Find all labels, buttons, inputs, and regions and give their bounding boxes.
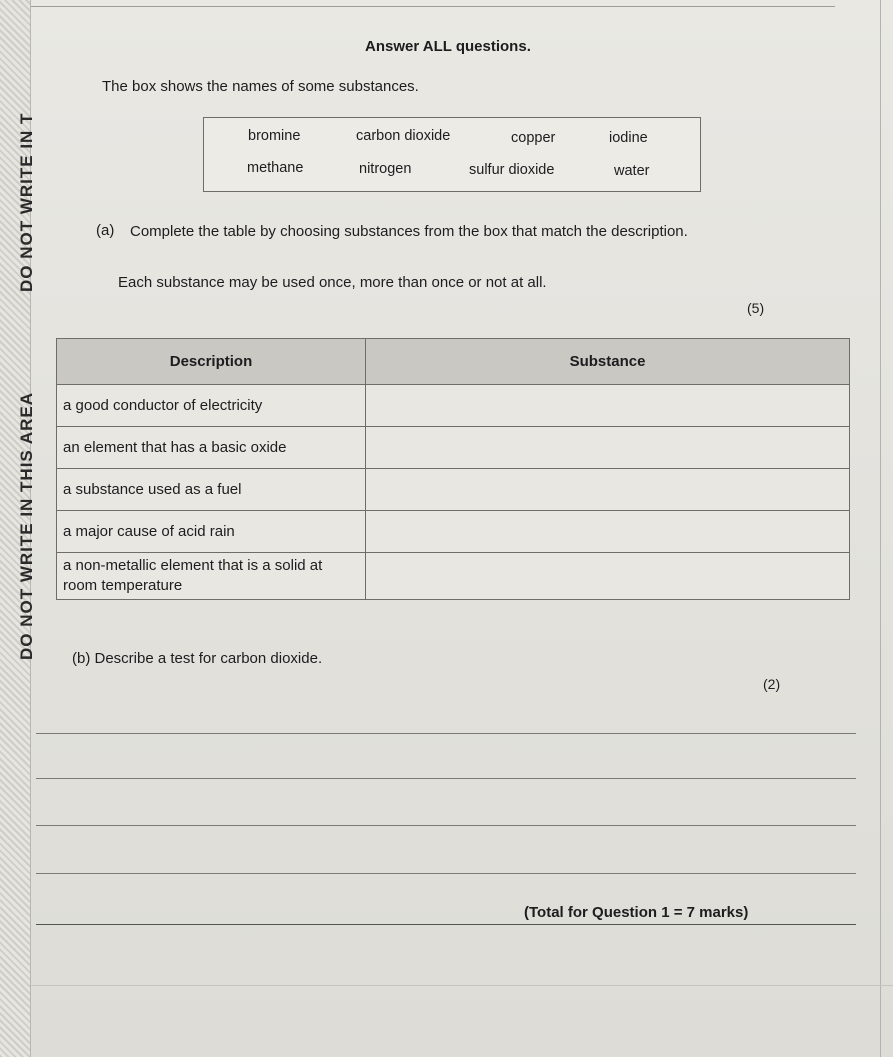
substance-word: iodine (609, 130, 648, 146)
margin-warning-lower: DO NOT WRITE IN THIS AREA (17, 391, 36, 660)
table-row (57, 511, 850, 553)
substance-answer-cell[interactable] (366, 553, 850, 600)
substance-answer-cell[interactable] (366, 427, 850, 469)
total-rule (36, 924, 856, 925)
header-description: Description (57, 339, 366, 385)
part-a-marks: (5) (747, 300, 765, 316)
header-substance: Substance (366, 339, 850, 385)
description-substance-table (56, 338, 850, 600)
substance-word: water (614, 163, 650, 179)
substance-word: methane (247, 160, 304, 176)
description-cell: a non-metallic element that is a solid at room temperature (57, 553, 366, 600)
page-heading: Answer ALL questions. (365, 38, 531, 55)
part-a-note: Each substance may be used once, more than once or not at all. (118, 274, 547, 291)
intro-text: The box shows the names of some substances. (102, 78, 419, 95)
description-cell: a good conductor of electricity (57, 385, 366, 427)
substance-word: sulfur dioxide (469, 162, 555, 178)
part-b-question: (b) Describe a test for carbon dioxide. (72, 650, 323, 667)
description-cell: a substance used as a fuel (57, 469, 366, 511)
bottom-rule (0, 985, 893, 986)
answer-line[interactable] (36, 873, 856, 874)
table-row (57, 385, 850, 427)
table-row (57, 469, 850, 511)
substance-answer-cell[interactable] (366, 385, 850, 427)
substance-word: carbon dioxide (356, 128, 451, 144)
margin-warning-upper: DO NOT WRITE IN T (17, 112, 36, 292)
substances-box (203, 117, 701, 192)
question-total: (Total for Question 1 = 7 marks) (524, 904, 749, 921)
table-row (57, 553, 850, 600)
description-cell: an element that has a basic oxide (57, 427, 366, 469)
right-margin-rule (880, 0, 881, 1057)
part-a-instruction: Complete the table by choosing substances from the box that match the description. (130, 223, 688, 240)
answer-line[interactable] (36, 778, 856, 779)
answer-line[interactable] (36, 825, 856, 826)
substance-word: nitrogen (359, 161, 412, 177)
part-b-marks: (2) (763, 676, 781, 692)
answer-line[interactable] (36, 733, 856, 734)
substance-answer-cell[interactable] (366, 511, 850, 553)
substance-word: bromine (248, 128, 301, 144)
substance-word: copper (511, 130, 556, 146)
table-row (57, 427, 850, 469)
substance-answer-cell[interactable] (366, 469, 850, 511)
top-rule (0, 6, 835, 7)
table-header-row (57, 339, 850, 385)
part-a-label: (a) (96, 222, 115, 239)
description-cell: a major cause of acid rain (57, 511, 366, 553)
